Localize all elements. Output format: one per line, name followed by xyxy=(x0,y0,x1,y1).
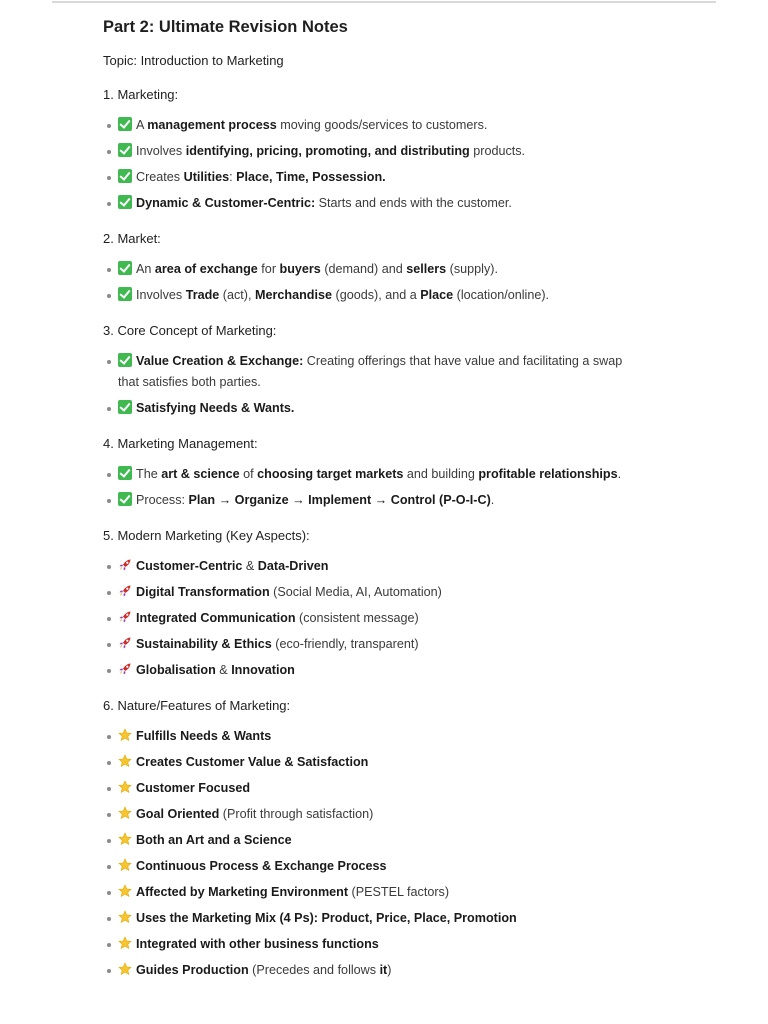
list-item: Goal Oriented (Profit through satisfaction) xyxy=(103,804,623,825)
list-item: Customer-Centric & Data-Driven xyxy=(103,556,623,577)
list-item: Sustainability & Ethics (eco-friendly, transparent) xyxy=(103,634,623,655)
top-divider xyxy=(52,1,716,3)
page-title: Part 2: Ultimate Revision Notes xyxy=(103,18,348,36)
list-item: Guides Production (Precedes and follows it) xyxy=(103,960,623,981)
check-icon xyxy=(118,287,132,301)
list-item: An area of exchange for buyers (demand) and sellers (supply). xyxy=(103,259,623,280)
check-icon xyxy=(118,261,132,275)
list-item: Both an Art and a Science xyxy=(103,830,623,851)
list-item: Customer Focused xyxy=(103,778,623,799)
list-item: The art & science of choosing target markets and building profitable relationships. xyxy=(103,464,623,485)
list-item: Creates Utilities: Place, Time, Possession. xyxy=(103,167,623,188)
bullet-list xyxy=(103,259,623,306)
rocket-icon xyxy=(118,636,132,650)
list-item: Creates Customer Value & Satisfaction xyxy=(103,752,623,773)
section-heading: 1. Marketing: xyxy=(103,87,179,102)
star-icon xyxy=(118,884,132,898)
star-icon xyxy=(118,832,132,846)
list-item: A management process moving goods/services to customers. xyxy=(103,115,623,136)
check-icon xyxy=(118,492,132,506)
notes-sections xyxy=(103,86,623,981)
star-icon xyxy=(118,962,132,976)
bullet-list xyxy=(103,115,623,214)
star-icon xyxy=(118,806,132,820)
list-item: Value Creation & Exchange: Creating offerings that have value and facilitating a swap that satisfies both parties. xyxy=(103,351,623,393)
revision-notes xyxy=(103,16,623,986)
section-heading: 4. Marketing Management: xyxy=(103,436,258,451)
check-icon xyxy=(118,143,132,157)
check-icon xyxy=(118,117,132,131)
bullet-list xyxy=(103,464,623,511)
topic-line: Topic: Introduction to Marketing xyxy=(103,53,284,68)
check-icon xyxy=(118,169,132,183)
bullet-list xyxy=(103,556,623,681)
star-icon xyxy=(118,936,132,950)
list-item: Involves identifying, pricing, promoting, and distributing products. xyxy=(103,141,623,162)
list-item: Satisfying Needs & Wants. xyxy=(103,398,623,419)
rocket-icon xyxy=(118,610,132,624)
list-item: Integrated with other business functions xyxy=(103,934,623,955)
bullet-list xyxy=(103,726,623,981)
star-icon xyxy=(118,780,132,794)
section-heading: 5. Modern Marketing (Key Aspects): xyxy=(103,528,310,543)
list-item: Affected by Marketing Environment (PESTEL factors) xyxy=(103,882,623,903)
star-icon xyxy=(118,728,132,742)
list-item: Uses the Marketing Mix (4 Ps): Product, Price, Place, Promotion xyxy=(103,908,623,929)
rocket-icon xyxy=(118,584,132,598)
section-heading: 3. Core Concept of Marketing: xyxy=(103,323,277,338)
check-icon xyxy=(118,353,132,367)
list-item: Globalisation & Innovation xyxy=(103,660,623,681)
star-icon xyxy=(118,910,132,924)
section-heading: 2. Market: xyxy=(103,231,161,246)
rocket-icon xyxy=(118,558,132,572)
list-item: Digital Transformation (Social Media, AI, Automation) xyxy=(103,582,623,603)
rocket-icon xyxy=(118,662,132,676)
check-icon xyxy=(118,400,132,414)
section-heading: 6. Nature/Features of Marketing: xyxy=(103,698,291,713)
star-icon xyxy=(118,754,132,768)
star-icon xyxy=(118,858,132,872)
list-item: Process: Plan → Organize → Implement → Control (P-O-I-C). xyxy=(103,490,623,511)
list-item: Fulfills Needs & Wants xyxy=(103,726,623,747)
list-item: Continuous Process & Exchange Process xyxy=(103,856,623,877)
check-icon xyxy=(118,466,132,480)
list-item: Dynamic & Customer-Centric: Starts and ends with the customer. xyxy=(103,193,623,214)
list-item: Involves Trade (act), Merchandise (goods), and a Place (location/online). xyxy=(103,285,623,306)
check-icon xyxy=(118,195,132,209)
bullet-list xyxy=(103,351,623,419)
list-item: Integrated Communication (consistent message) xyxy=(103,608,623,629)
